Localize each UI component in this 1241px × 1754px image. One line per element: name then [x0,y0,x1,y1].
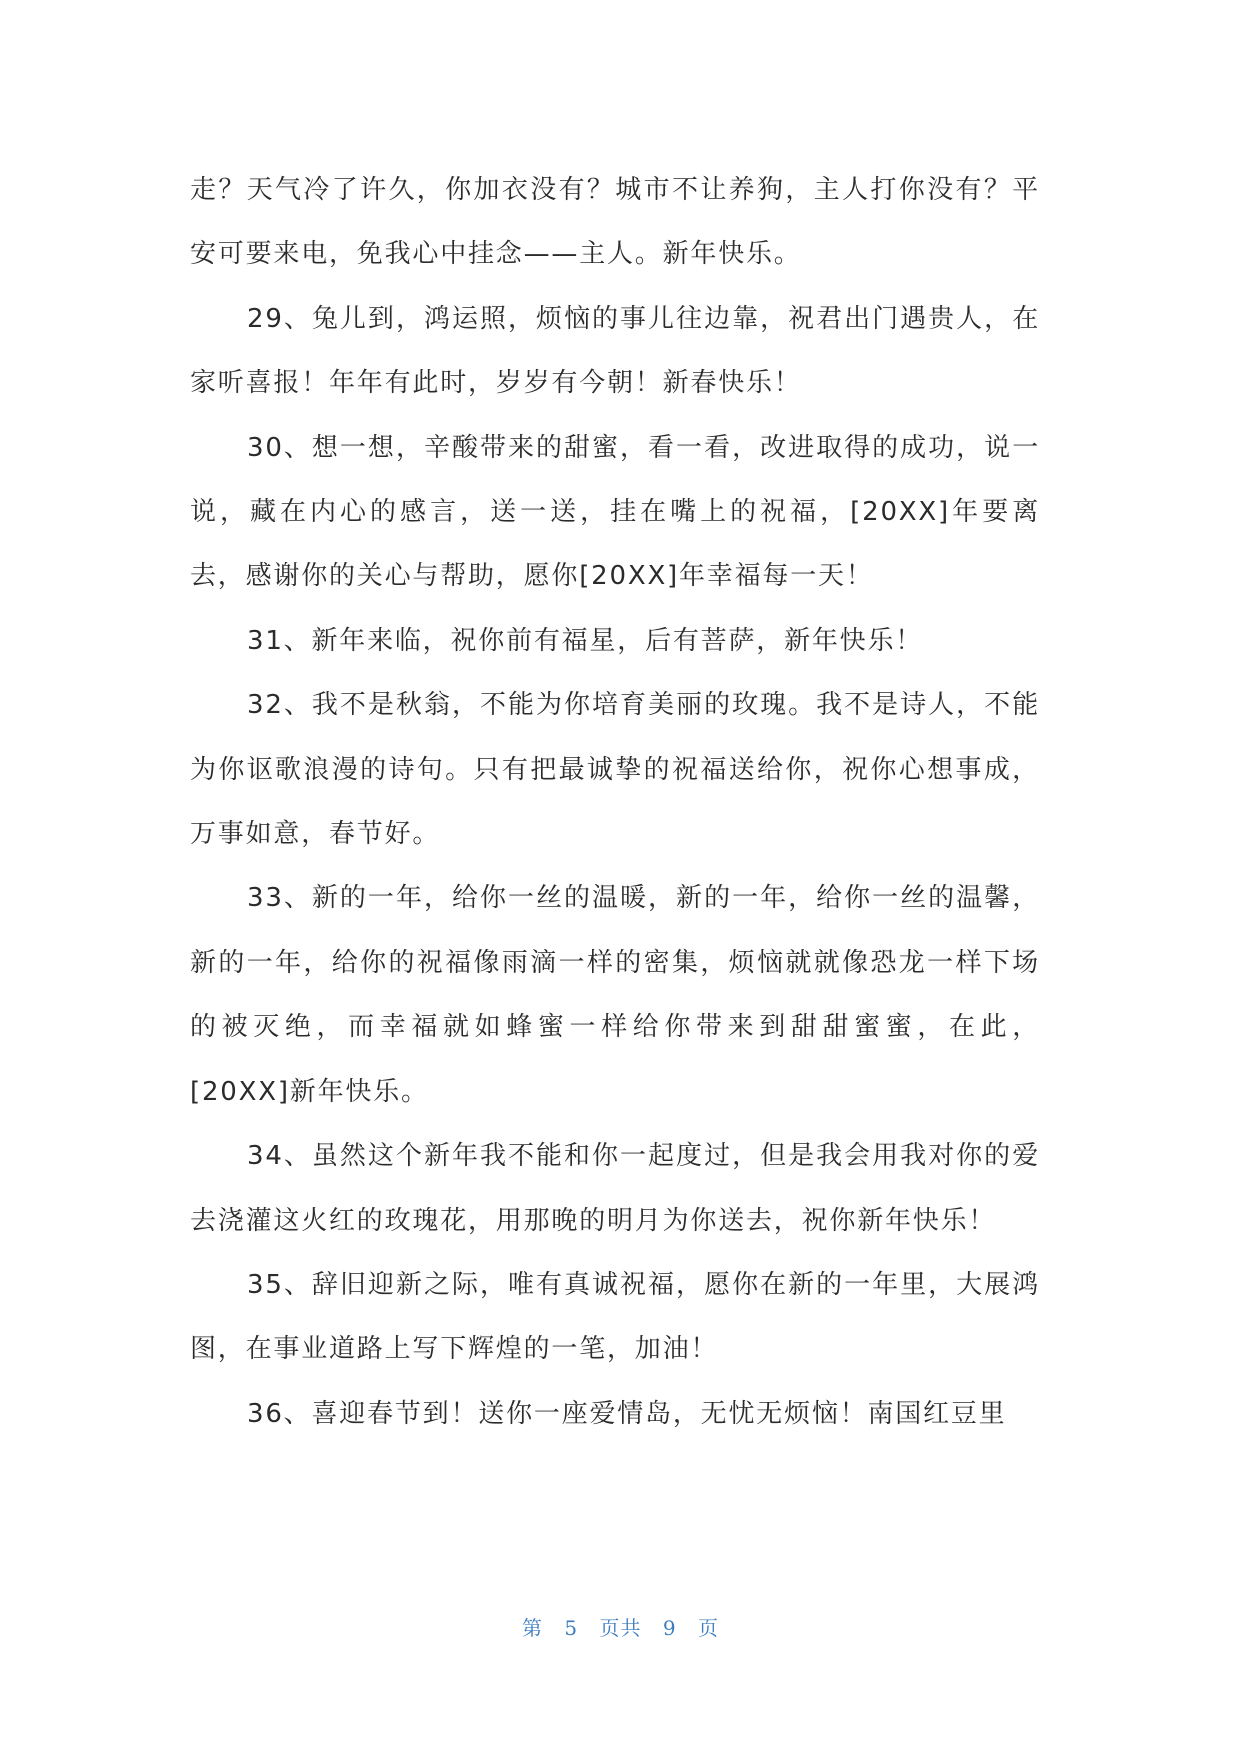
footer-prefix: 第 [522,1616,544,1640]
paragraph-30: 30、想一想，辛酸带来的甜蜜，看一看，改进取得的成功，说一说，藏在内心的感言，送一送，挂在嘴上的祝福，[20XX]年要离去，感谢你的关心与帮助，愿你[20XX]年幸福每一天！ [190,432,1040,592]
paragraph-33: 33、新的一年，给你一丝的温暖，新的一年，给你一丝的温馨，新的一年，给你的祝福像雨滴一样的密集，烦恼就就像恐龙一样下场的被灭绝，而幸福就如蜂蜜一样给你带来到甜甜蜜蜜，在此，[20XX]新年快乐。 [190,883,1040,1107]
paragraph-29: 29、兔儿到，鸿运照，烦恼的事儿往边靠，祝君出门遇贵人，在家听喜报！年年有此时，岁岁有今朝！新春快乐！ [190,303,1040,399]
paragraph-34: 34、虽然这个新年我不能和你一起度过，但是我会用我对你的爱去浇灌这火红的玫瑰花，用那晚的明月为你送去，祝你新年快乐！ [190,1141,1040,1236]
paragraph-continuation: 走？天气冷了许久，你加衣没有？城市不让养狗，主人打你没有？平安可要来电，免我心中挂念——主人。新年快乐。 [190,175,1040,270]
footer-suffix: 页 [697,1616,719,1640]
footer-middle: 页共 [599,1616,642,1640]
paragraph-31: 31、新年来临，祝你前有福星，后有菩萨，新年快乐！ [247,625,924,656]
footer-total-pages: 9 [662,1616,677,1640]
paragraph-35: 35、辞旧迎新之际，唯有真诚祝福，愿你在新的一年里，大展鸿图，在事业道路上写下辉煌的一笔，加油！ [190,1269,1040,1365]
paragraph-36: 36、喜迎春节到！送你一座爱情岛，无忧无烦恼！南国红豆里 [247,1398,1007,1429]
document-body [190,158,1040,1446]
footer-current-page: 5 [564,1616,579,1640]
paragraph-32: 32、我不是秋翁，不能为你培育美丽的玫瑰。我不是诗人，不能为你讴歌浪漫的诗句。只有把最诚挚的祝福送给你，祝你心想事成，万事如意，春节好。 [190,690,1040,850]
page-number-footer [0,1612,1241,1641]
